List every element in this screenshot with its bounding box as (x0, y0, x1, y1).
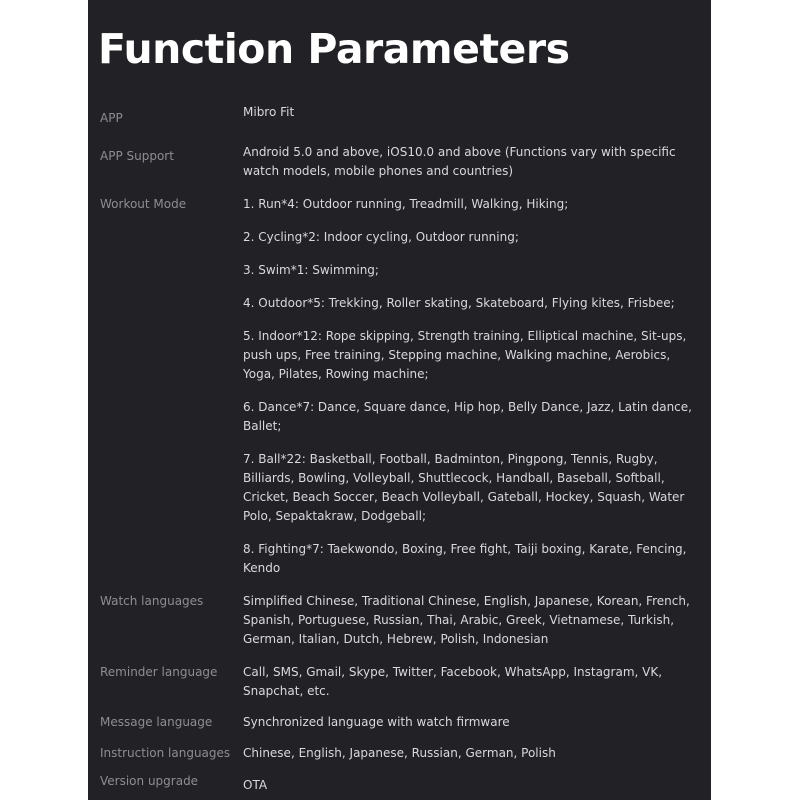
param-row-workout-mode (100, 195, 700, 578)
param-label: Watch languages (100, 594, 204, 608)
param-row-reminder-language (100, 663, 700, 701)
param-row-watch-languages (100, 592, 700, 649)
param-label: Instruction languages (100, 746, 231, 760)
param-value: Android 5.0 and above, iOS10.0 and above (Functions vary with specific watch models, mobile phones and countries) (243, 145, 676, 178)
workout-mode-item: 7. Ball*22: Basketball, Football, Badminton, Pingpong, Tennis, Rugby, Billiards, Bowling, Volleyball, Shuttlecock, Handball, Baseball, Softball, Cricket, Beach Soccer, Beach Volleyball, Gateball, Hockey, Squash, Water Polo, Sepaktakraw, Dodgeball; (243, 452, 685, 523)
workout-mode-item: 4. Outdoor*5: Trekking, Roller skating, Skateboard, Flying kites, Frisbee; (243, 296, 675, 310)
param-row-instruction-languages (100, 744, 700, 763)
param-label: APP Support (100, 149, 174, 163)
param-value: Call, SMS, Gmail, Skype, Twitter, Facebook, WhatsApp, Instagram, VK, Snapchat, etc. (243, 665, 663, 698)
param-value: Synchronized language with watch firmware (243, 715, 510, 729)
param-row-message-language (100, 713, 700, 732)
param-row-version-upgrade (100, 775, 700, 795)
parameter-table (100, 103, 700, 795)
param-label: APP (100, 111, 123, 125)
param-value: Simplified Chinese, Traditional Chinese, English, Japanese, Korean, French, Spanish, Portuguese, Russian, Thai, Arabic, Greek, Vietnamese, Turkish, German, Italian, Dutch, Hebrew, Polish, Indonesian (243, 594, 690, 646)
param-value: OTA (243, 778, 268, 792)
page-title: Function Parameters (98, 25, 570, 73)
param-value: Mibro Fit (243, 105, 295, 119)
param-value (243, 195, 700, 578)
param-label: Version upgrade (100, 774, 199, 788)
workout-mode-item: 5. Indoor*12: Rope skipping, Strength training, Elliptical machine, Sit-ups, push ups, Free training, Stepping machine, Walking machine, Aerobics, Yoga, Pilates, Rowing machine; (243, 329, 687, 381)
param-label: Reminder language (100, 665, 218, 679)
param-value: Chinese, English, Japanese, Russian, German, Polish (243, 746, 556, 760)
param-row-app (100, 103, 700, 128)
param-label: Workout Mode (100, 197, 187, 211)
workout-mode-item: 8. Fighting*7: Taekwondo, Boxing, Free fight, Taiji boxing, Karate, Fencing, Kendo (243, 542, 687, 575)
workout-mode-item: 1. Run*4: Outdoor running, Treadmill, Walking, Hiking; (243, 197, 569, 211)
workout-mode-item: 2. Cycling*2: Indoor cycling, Outdoor running; (243, 230, 519, 244)
workout-mode-item: 6. Dance*7: Dance, Square dance, Hip hop, Belly Dance, Jazz, Latin dance, Ballet; (243, 400, 692, 433)
workout-mode-item: 3. Swim*1: Swimming; (243, 263, 379, 277)
param-label: Message language (100, 715, 213, 729)
spec-panel (88, 0, 711, 800)
param-row-app-support (100, 143, 700, 181)
